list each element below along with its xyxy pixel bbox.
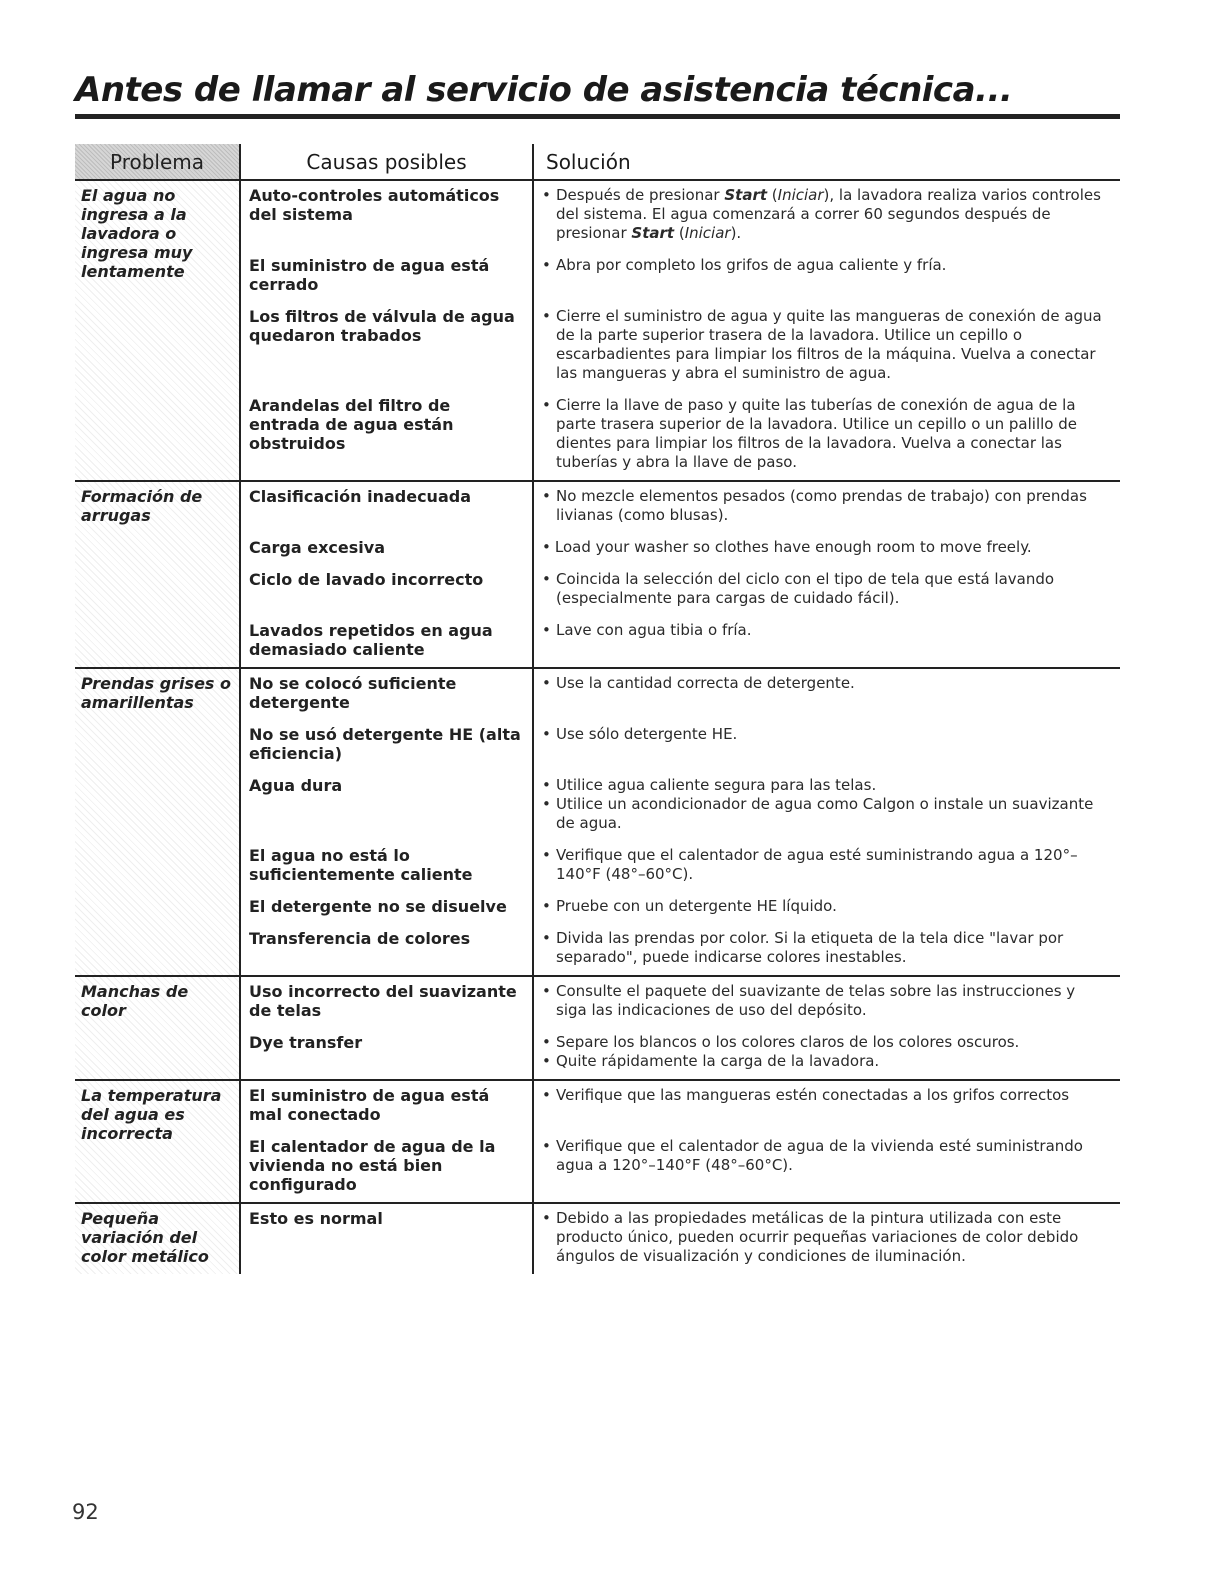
- solution-cell: [533, 841, 1120, 892]
- bullet-glyph: •: [542, 1137, 551, 1155]
- solution-item: [542, 487, 1110, 525]
- problem-cell: Pequeña variación del color metálico: [75, 1203, 240, 1274]
- bullet-glyph: •: [542, 776, 551, 794]
- solution-item: [542, 846, 1110, 884]
- solution-cell: [533, 180, 1120, 251]
- solution-text: Utilice agua caliente segura para las telas.: [556, 776, 877, 794]
- cause-cell: El calentador de agua de la vivienda no está bien configurado: [240, 1132, 533, 1203]
- solution-text: Load your washer so clothes have enough room to move freely.: [554, 538, 1032, 556]
- solution-cell: [533, 391, 1120, 481]
- solution-item: [542, 570, 1110, 608]
- page-title: Antes de llamar al servicio de asistencia técnica...: [75, 70, 1013, 110]
- solution-text: No mezcle elementos pesados (como prendas de trabajo) con prendas livianas (como blusas).: [556, 487, 1087, 524]
- cause-cell: No se colocó suficiente detergente: [240, 668, 533, 720]
- solution-text: ).: [730, 224, 742, 242]
- solution-cell: [533, 720, 1120, 771]
- cause-cell: Carga excesiva: [240, 533, 533, 565]
- solution-item: [542, 621, 1110, 640]
- cause-cell: El suministro de agua está cerrado: [240, 251, 533, 302]
- solution-item: [542, 186, 1110, 243]
- solution-text: (: [767, 186, 778, 204]
- start-key-label: Start: [724, 186, 768, 204]
- cause-cell: Esto es normal: [240, 1203, 533, 1274]
- iniciar-label: Iniciar: [777, 186, 824, 204]
- cause-cell: Ciclo de lavado incorrecto: [240, 565, 533, 616]
- bullet-glyph: •: [542, 570, 551, 588]
- solution-text: Use sólo detergente HE.: [556, 725, 738, 743]
- solution-cell: [533, 1132, 1120, 1203]
- iniciar-label: Iniciar: [684, 224, 731, 242]
- table-row: [75, 976, 1120, 1028]
- solution-item: [542, 929, 1110, 967]
- bullet-glyph: •: [542, 674, 551, 692]
- bullet-glyph: •: [542, 929, 551, 947]
- cause-cell: Lavados repetidos en agua demasiado caliente: [240, 616, 533, 668]
- cause-cell: Clasificación inadecuada: [240, 481, 533, 533]
- title-divider: [75, 114, 1120, 119]
- solution-cell: [533, 481, 1120, 533]
- bullet-glyph: •: [542, 307, 551, 325]
- bullet-glyph: •: [542, 897, 551, 915]
- column-header-problem: Problema: [75, 144, 240, 180]
- table-row: [75, 180, 1120, 251]
- solution-cell: [533, 1203, 1120, 1274]
- solution-text: Cierre el suministro de agua y quite las mangueras de conexión de agua de la parte superior trasera de la lavadora. Utilice un cepillo o escarbadientes para limpiar los filtros de la máquina. Vuelva a conectar las mangueras y abra el suministro de agua.: [556, 307, 1102, 382]
- cause-cell: Los filtros de válvula de agua quedaron trabados: [240, 302, 533, 391]
- solution-text: Debido a las propiedades metálicas de la pintura utilizada con este producto único, pueden ocurrir pequeñas variaciones de color debido ángulos de visualización y condiciones de iluminación.: [556, 1209, 1079, 1265]
- solution-item: [542, 1086, 1110, 1105]
- solution-text: ), la lavadora realiza varios controles del sistema. El agua comenzará a correr 60 segundos después de presionar: [556, 186, 1101, 242]
- cause-cell: Auto-controles automáticos del sistema: [240, 180, 533, 251]
- cause-cell: Uso incorrecto del suavizante de telas: [240, 976, 533, 1028]
- solution-text: Separe los blancos o los colores claros de los colores oscuros.: [556, 1033, 1020, 1051]
- cause-cell: El detergente no se disuelve: [240, 892, 533, 924]
- cause-cell: El agua no está lo suficientemente caliente: [240, 841, 533, 892]
- bullet-glyph: •: [542, 1209, 551, 1227]
- solution-text: Consulte el paquete del suavizante de telas sobre las instrucciones y siga las indicaciones de uso del depósito.: [556, 982, 1076, 1019]
- bullet-glyph: •: [542, 1086, 551, 1104]
- solution-item: [542, 1137, 1110, 1175]
- solution-text: Quite rápidamente la carga de la lavadora.: [556, 1052, 880, 1070]
- solution-cell: [533, 616, 1120, 668]
- solution-item: [542, 538, 1110, 557]
- problem-cell: Manchas de color: [75, 976, 240, 1080]
- cause-cell: No se usó detergente HE (alta eficiencia): [240, 720, 533, 771]
- bullet-glyph: •: [542, 256, 551, 274]
- solution-text: Lave con agua tibia o fría.: [556, 621, 752, 639]
- solution-text: Utilice un acondicionador de agua como Calgon o instale un suavizante de agua.: [556, 795, 1094, 832]
- start-key-label: Start: [631, 224, 675, 242]
- column-header-causes: Causas posibles: [240, 144, 533, 180]
- solution-item: [542, 256, 1110, 275]
- cause-cell: Agua dura: [240, 771, 533, 841]
- solution-item: [542, 725, 1110, 744]
- troubleshooting-table: [75, 144, 1120, 1274]
- solution-cell: [533, 771, 1120, 841]
- bullet-glyph: •: [542, 1033, 551, 1051]
- table-row: [75, 1080, 1120, 1132]
- solution-text: Pruebe con un detergente HE líquido.: [556, 897, 837, 915]
- bullet-glyph: •: [542, 396, 551, 414]
- solution-cell: [533, 533, 1120, 565]
- solution-item: [542, 1033, 1110, 1052]
- bullet-glyph: •: [542, 186, 551, 204]
- solution-item: [542, 1052, 1110, 1071]
- column-header-solution: Solución: [533, 144, 1120, 180]
- bullet-glyph: •: [542, 621, 551, 639]
- bullet-glyph: •: [542, 795, 551, 813]
- problem-cell: La temperatura del agua es incorrecta: [75, 1080, 240, 1203]
- table-row: [75, 481, 1120, 533]
- cause-cell: Transferencia de colores: [240, 924, 533, 976]
- solution-text: Verifique que el calentador de agua de la vivienda esté suministrando agua a 120°–140°F (48°–60°C).: [556, 1137, 1083, 1174]
- solution-cell: [533, 976, 1120, 1028]
- solution-item: [542, 776, 1110, 795]
- table-body: [75, 180, 1120, 1274]
- solution-cell: [533, 1028, 1120, 1080]
- page-number: 92: [72, 1500, 99, 1524]
- solution-item: [542, 674, 1110, 693]
- solution-item: [542, 795, 1110, 833]
- solution-cell: [533, 668, 1120, 720]
- solution-text: (: [674, 224, 685, 242]
- solution-text: Abra por completo los grifos de agua caliente y fría.: [556, 256, 947, 274]
- problem-cell: Prendas grises o amarillentas: [75, 668, 240, 976]
- table-row: [75, 668, 1120, 720]
- solution-cell: [533, 924, 1120, 976]
- solution-cell: [533, 565, 1120, 616]
- problem-cell: El agua no ingresa a la lavadora o ingresa muy lentamente: [75, 180, 240, 481]
- bullet-glyph: •: [542, 538, 551, 556]
- solution-text: Verifique que el calentador de agua esté suministrando agua a 120°–140°F (48°–60°C).: [556, 846, 1078, 883]
- bullet-glyph: •: [542, 1052, 551, 1070]
- solution-text: Use la cantidad correcta de detergente.: [556, 674, 855, 692]
- bullet-glyph: •: [542, 725, 551, 743]
- solution-item: [542, 982, 1110, 1020]
- solution-text: Verifique que las mangueras estén conectadas a los grifos correctos: [556, 1086, 1070, 1104]
- solution-item: [542, 307, 1110, 383]
- solution-cell: [533, 302, 1120, 391]
- table-header-row: [75, 144, 1120, 180]
- solution-item: [542, 1209, 1110, 1266]
- solution-cell: [533, 892, 1120, 924]
- bullet-glyph: •: [542, 487, 551, 505]
- solution-text: Después de presionar: [556, 186, 725, 204]
- problem-cell: Formación de arrugas: [75, 481, 240, 668]
- solution-cell: [533, 1080, 1120, 1132]
- solution-text: Coincida la selección del ciclo con el tipo de tela que está lavando (especialmente para cargas de cuidado fácil).: [556, 570, 1055, 607]
- solution-cell: [533, 251, 1120, 302]
- solution-item: [542, 396, 1110, 472]
- cause-cell: El suministro de agua está mal conectado: [240, 1080, 533, 1132]
- solution-text: Divida las prendas por color. Si la etiqueta de la tela dice "lavar por separado", puede indicarse colores inestables.: [556, 929, 1064, 966]
- solution-item: [542, 897, 1110, 916]
- bullet-glyph: •: [542, 846, 551, 864]
- table-row: [75, 1203, 1120, 1274]
- cause-cell: Dye transfer: [240, 1028, 533, 1080]
- solution-text: Cierre la llave de paso y quite las tuberías de conexión de agua de la parte trasera superior de la lavadora. Utilice un cepillo o un palillo de dientes para limpiar los filtros de la lavadora. Vuelva a conectar las tuberías y abra la llave de paso.: [556, 396, 1077, 471]
- bullet-glyph: •: [542, 982, 551, 1000]
- cause-cell: Arandelas del filtro de entrada de agua están obstruidos: [240, 391, 533, 481]
